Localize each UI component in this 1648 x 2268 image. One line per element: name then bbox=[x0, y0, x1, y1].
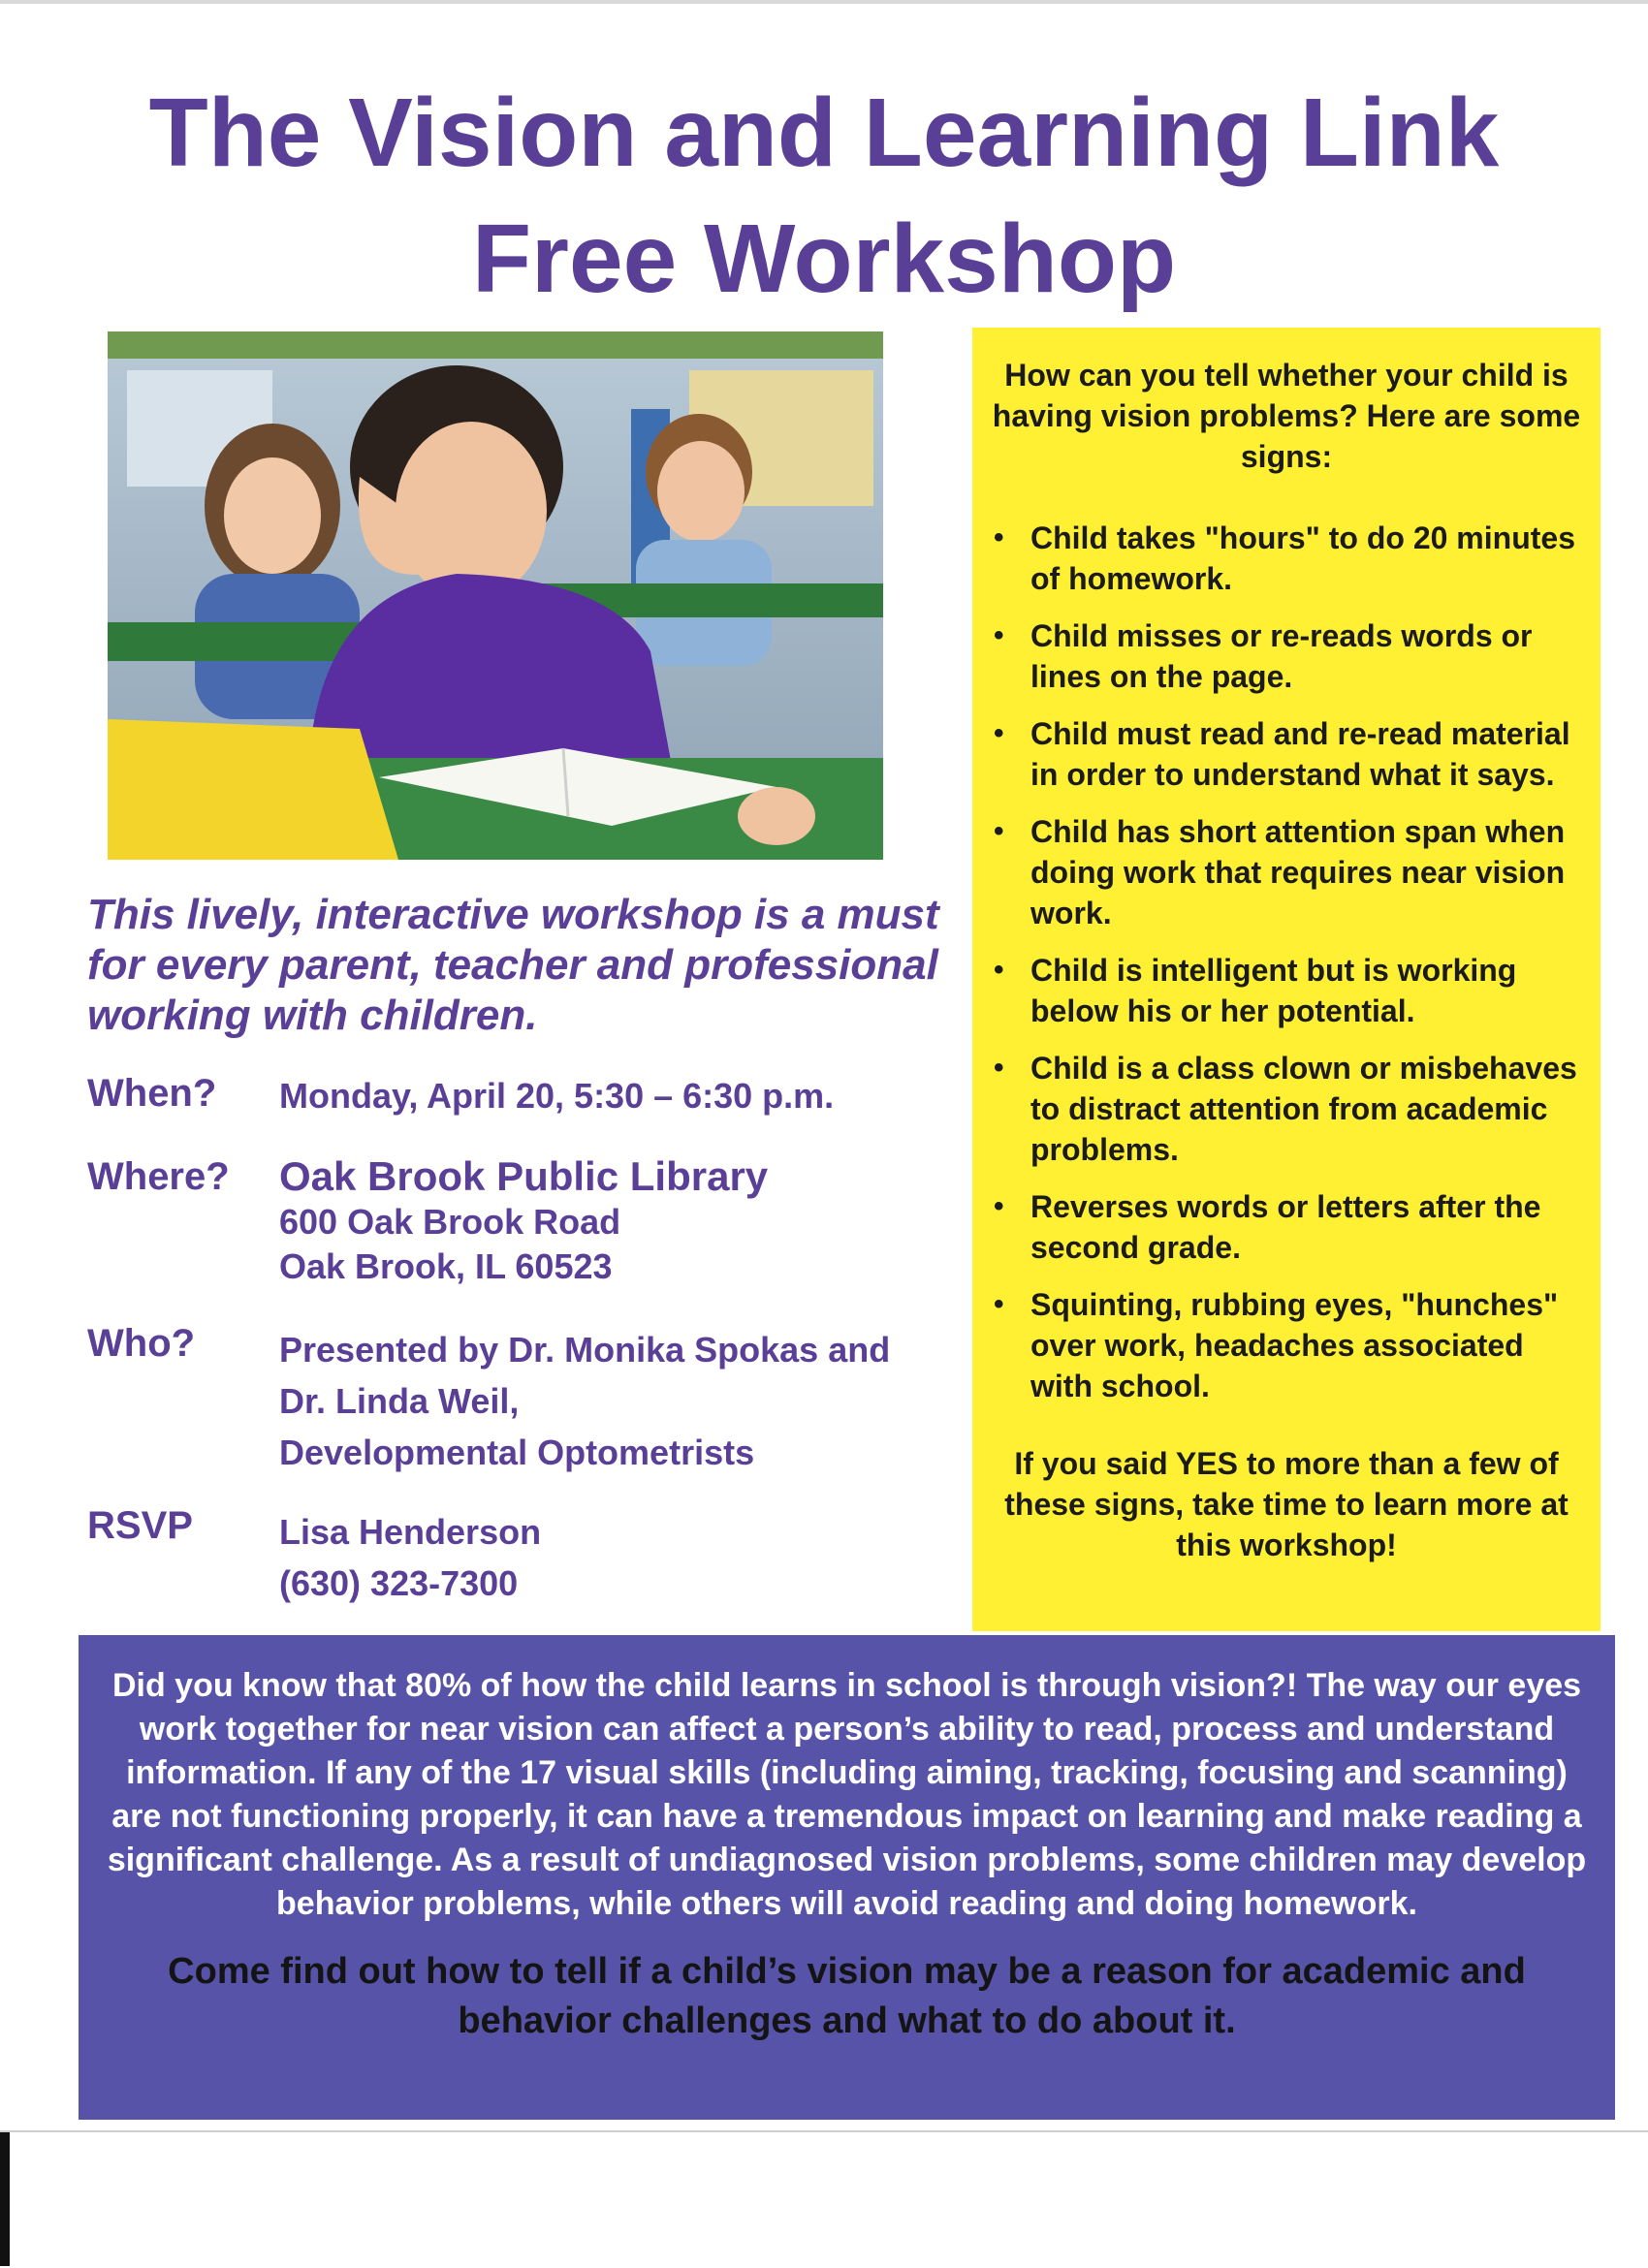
sign-text: Child must read and re-read material in order to understand what it says. bbox=[1030, 716, 1570, 792]
signs-outro: If you said YES to more than a few of these signs, take time to learn more at this workshop! bbox=[1004, 1446, 1569, 1562]
where-label: Where? bbox=[87, 1155, 230, 1198]
where-value bbox=[279, 1153, 977, 1289]
where-row bbox=[87, 1153, 960, 1299]
lead-text: This lively, interactive workshop is a must for every parent, teacher and professional working with children. bbox=[87, 891, 939, 1039]
rsvp-label: RSVP bbox=[87, 1504, 193, 1547]
who-row bbox=[87, 1320, 960, 1475]
bullet-icon: • bbox=[994, 1288, 1004, 1320]
presenter-line-1: Presented by Dr. Monika Spokas and bbox=[279, 1330, 891, 1370]
bullet-icon: • bbox=[994, 1190, 1004, 1222]
sign-text: Child is a class clown or misbehaves to distract attention from academic problems. bbox=[1030, 1051, 1577, 1167]
classroom-photo bbox=[108, 331, 883, 860]
presenter-line-3: Developmental Optometrists bbox=[279, 1433, 755, 1472]
bullet-icon: • bbox=[994, 619, 1004, 651]
library-street: 600 Oak Brook Road bbox=[279, 1202, 621, 1242]
bullet-icon: • bbox=[994, 815, 1004, 847]
sign-item bbox=[986, 811, 1587, 933]
sign-text: Child takes "hours" to do 20 minutes of homework. bbox=[1030, 520, 1575, 596]
bullet-icon: • bbox=[994, 717, 1004, 749]
library-name: Oak Brook Public Library bbox=[279, 1153, 769, 1199]
title-line-1: The Vision and Learning Link bbox=[148, 79, 1500, 187]
sign-item bbox=[986, 950, 1587, 1031]
who-label: Who? bbox=[87, 1322, 196, 1365]
library-city: Oak Brook, IL 60523 bbox=[279, 1246, 613, 1286]
sign-item bbox=[986, 1048, 1587, 1170]
who-value bbox=[279, 1324, 977, 1478]
rsvp-name: Lisa Henderson bbox=[279, 1512, 542, 1552]
signs-list bbox=[986, 518, 1587, 1406]
when-row bbox=[87, 1070, 960, 1128]
page-edge bbox=[0, 0, 1648, 4]
rsvp-row bbox=[87, 1502, 960, 1609]
scan-edge bbox=[0, 2132, 10, 2266]
sign-item bbox=[986, 1284, 1587, 1406]
sign-item bbox=[986, 615, 1587, 697]
page-title bbox=[39, 70, 1609, 322]
scan-bottom-margin bbox=[0, 2130, 1648, 2268]
info-paragraph-2: Come find out how to tell if a child’s vision may be a reason for academic and behavior challenges and what to do about it. bbox=[168, 1951, 1526, 2041]
sign-text: Child has short attention span when doing work that requires near vision work. bbox=[1030, 814, 1566, 930]
sign-text: Child is intelligent but is working below his or her potential. bbox=[1030, 953, 1517, 1028]
when-value: Monday, April 20, 5:30 – 6:30 p.m. bbox=[279, 1076, 835, 1116]
bullet-icon: • bbox=[994, 1052, 1004, 1084]
when-label: When? bbox=[87, 1072, 217, 1115]
info-paragraph-1: Did you know that 80% of how the child learns in school is through vision?! The way our eyes work together for near vision can affect a person’s ability to read, process and understand information. If any of the 17 visual skills (including aiming, tracking, focusing and scanning) are not functioning properly, it can have a tremendous impact on learning and make reading a significant challenge. As a result of undiagnosed vision problems, some children may develop behavior problems, while others will avoid reading and doing homework. bbox=[107, 1667, 1587, 1922]
sign-item bbox=[986, 518, 1587, 599]
signs-intro: How can you tell whether your child is having vision problems? Here are some signs: bbox=[992, 358, 1581, 474]
sign-item bbox=[986, 1186, 1587, 1268]
sign-text: Child misses or re-reads words or lines on the page. bbox=[1030, 618, 1533, 694]
signs-panel bbox=[972, 328, 1600, 1631]
sign-item bbox=[986, 713, 1587, 795]
title-line-2: Free Workshop bbox=[471, 205, 1177, 313]
rsvp-phone: (630) 323-7300 bbox=[279, 1563, 519, 1603]
presenter-line-2: Dr. Linda Weil, bbox=[279, 1381, 520, 1421]
sign-text: Reverses words or letters after the second grade. bbox=[1030, 1189, 1541, 1265]
info-box bbox=[79, 1635, 1615, 2120]
rsvp-value bbox=[279, 1506, 977, 1609]
sign-text: Squinting, rubbing eyes, "hunches" over work, headaches associated with school. bbox=[1030, 1287, 1559, 1403]
classroom-photo-illustration bbox=[108, 331, 883, 860]
bullet-icon: • bbox=[994, 954, 1004, 986]
bullet-icon: • bbox=[994, 521, 1004, 553]
